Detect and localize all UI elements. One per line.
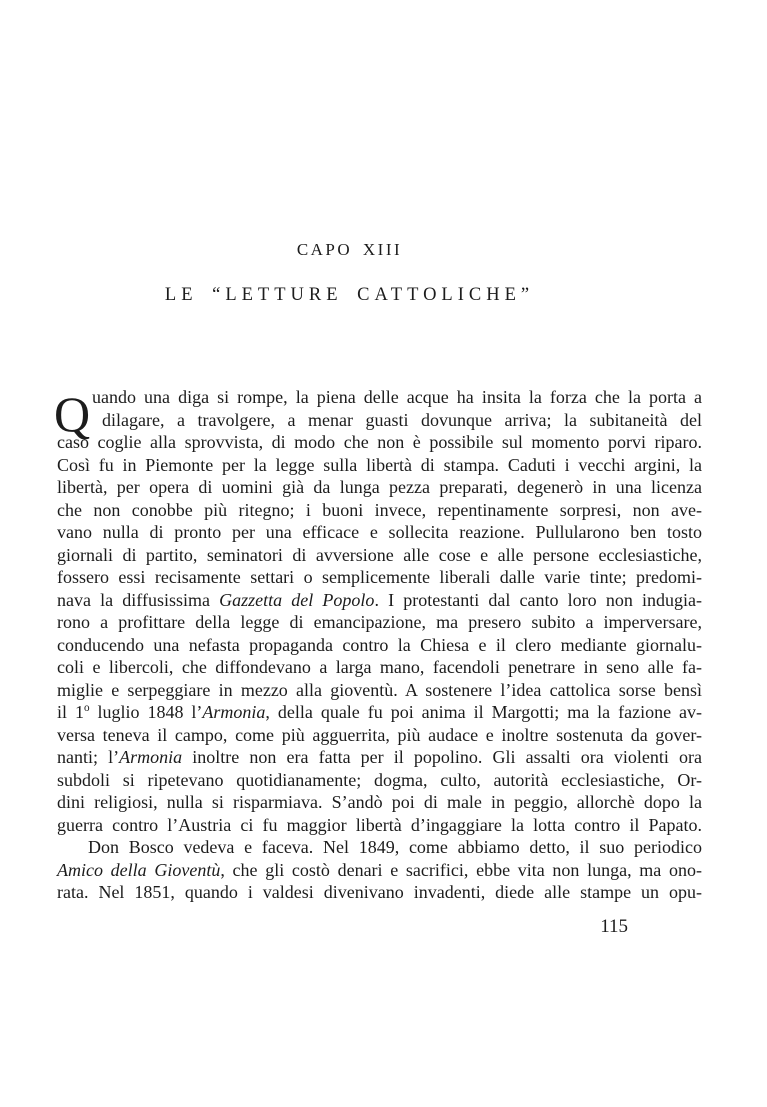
text-line: libertà, per opera di uomini già da lunga pezza preparati, degenerò in una licenza bbox=[57, 477, 702, 497]
text-line: conducendo una nefasta propaganda contro la Chiesa e il clero mediante giornalu- bbox=[57, 634, 702, 655]
page-number: 115 bbox=[600, 916, 628, 937]
text-line: giornali di partito, seminatori di avversione alle cose e alle persone ecclesiastiche, bbox=[57, 544, 702, 565]
chapter-label: CAPO XIII bbox=[296, 240, 403, 259]
text-line: dilagare, a travolgere, a menar guasti dovunque arriva; la subitaneità del bbox=[102, 409, 702, 430]
text-line: uando una diga si rompe, la piena delle acque ha insita la forza che la porta a bbox=[92, 387, 702, 407]
text-line: dini religiosi, nulla si risparmiava. S’andò poi di male in peggio, allorchè dopo la bbox=[57, 792, 702, 812]
text-line: rono a profittare della legge di emancipazione, ma presero subito a imperversare, bbox=[57, 612, 702, 632]
text-line: Amico della Gioventù, che gli costò denari e sacrifici, ebbe vita non lunga, ma ono- bbox=[57, 859, 702, 880]
text-line: rata. Nel 1851, quando i valdesi divenivano invadenti, diede alle stampe un opu- bbox=[57, 882, 702, 902]
text-line: fossero essi recisamente settari o semplicemente liberali dalle varie tinte; predomi- bbox=[57, 567, 702, 587]
text-line: Così fu in Piemonte per la legge sulla libertà di stampa. Caduti i vecchi argini, la bbox=[57, 454, 702, 475]
text-line: miglie e serpeggiare in mezzo alla gioventù. A sostenere l’idea cattolica sorse bensì bbox=[57, 679, 702, 700]
text-line: versa teneva il campo, come più agguerrita, più audace e inoltre sostenuta da gover- bbox=[57, 724, 702, 745]
text-line: che non conobbe più ritegno; i buoni invece, repentinamente sorpresi, non ave- bbox=[57, 499, 702, 520]
text-line: vano nulla di pronto per una efficace e sollecita reazione. Pullularono ben tosto bbox=[57, 522, 702, 542]
text-line: subdoli si ripetevano quotidianamente; dogma, culto, autorità ecclesiastiche, Or- bbox=[57, 769, 702, 790]
text-line: Don Bosco vedeva e faceva. Nel 1849, come abbiamo detto, il suo periodico bbox=[88, 837, 702, 857]
text-line: coli e libercoli, che diffondevano a larga mano, facendoli penetrare in seno alle fa- bbox=[57, 657, 702, 677]
page-title: LE “LETTURE CATTOLICHE” bbox=[164, 285, 535, 305]
text-line: guerra contro l’Austria ci fu maggior libertà d’ingaggiare la lotta contro il Papato. bbox=[57, 814, 702, 835]
body-lines bbox=[57, 386, 702, 904]
text-line: nava la diffusissima Gazzetta del Popolo. I protestanti dal canto loro non indugia- bbox=[57, 589, 702, 610]
text-line: nanti; l’Armonia inoltre non era fatta per il popolino. Gli assalti ora violenti ora bbox=[57, 747, 702, 767]
text-line: il 1$^o$ luglio 1848 l’Armonia, della quale fu poi anima il Margotti; ma la fazione av- bbox=[57, 702, 702, 722]
text-line: caso coglie alla sprovvista, di modo che non è possibile sul momento porvi riparo. bbox=[57, 432, 702, 452]
drop-cap-letter: Q bbox=[54, 386, 91, 442]
